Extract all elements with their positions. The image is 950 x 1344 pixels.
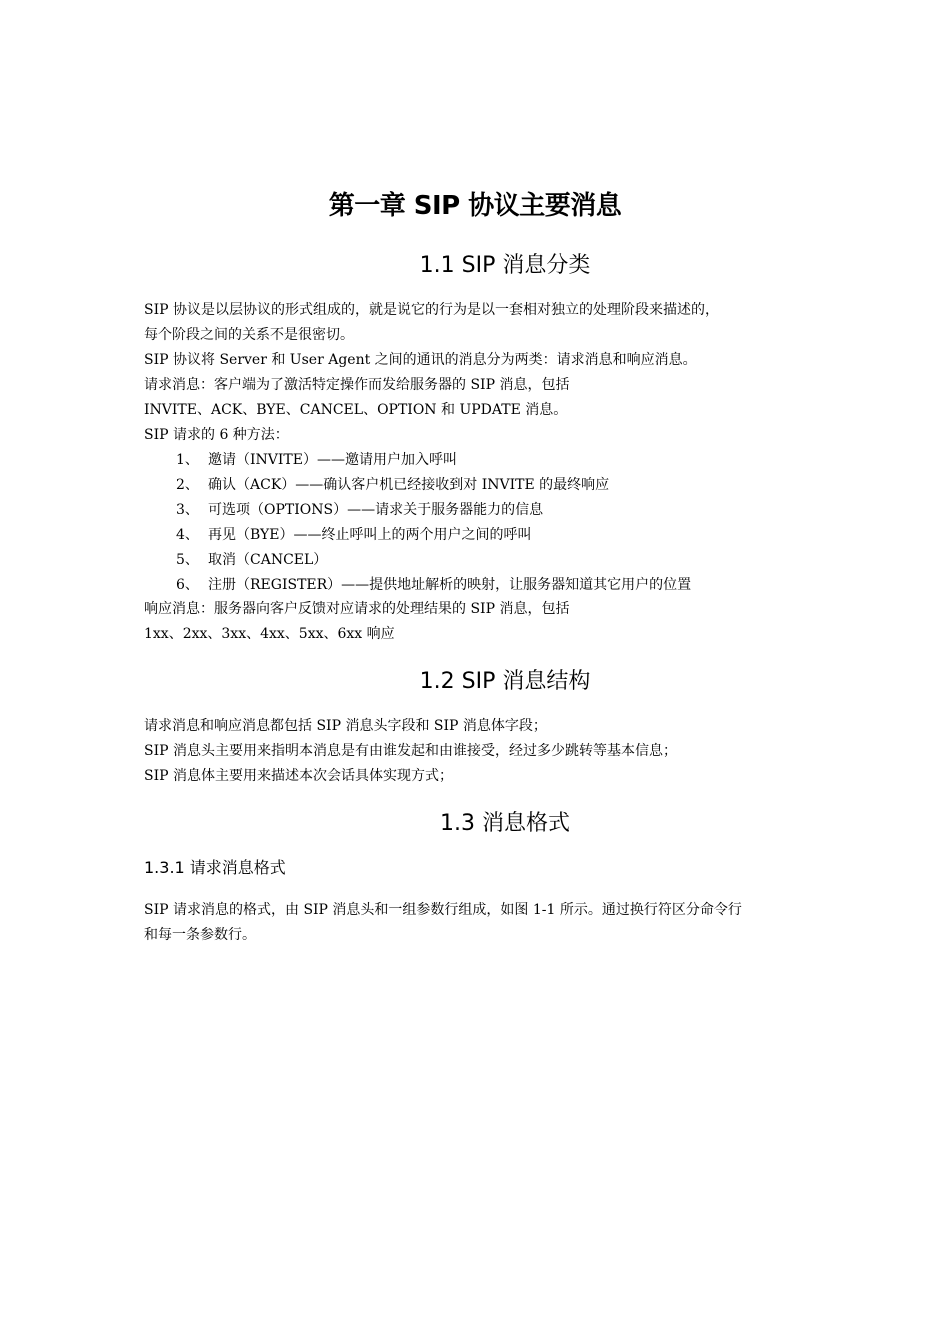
paragraph-line: 1xx、2xx、3xx、4xx、5xx、6xx 响应 bbox=[144, 626, 395, 642]
list-item-text: 取消（CANCEL） bbox=[208, 552, 328, 568]
paragraph-line: SIP 消息体主要用来描述本次会话具体实现方式； bbox=[144, 768, 453, 784]
list-item-number: 2、 bbox=[176, 477, 199, 493]
subsection-heading-1-3-1: 1.3.1 请求消息格式 bbox=[144, 858, 286, 877]
list-item-number: 3、 bbox=[176, 502, 199, 518]
paragraph-line: SIP 协议是以层协议的形式组成的，就是说它的行为是以一套相对独立的处理阶段来描述的， bbox=[144, 302, 719, 318]
list-item bbox=[176, 498, 543, 523]
section-heading-1-3: 1.3 消息格式 bbox=[440, 811, 570, 836]
list-item bbox=[176, 523, 532, 548]
section-heading-1-1: 1.1 SIP 消息分类 bbox=[419, 253, 591, 278]
paragraph-line: SIP 协议将 Server 和 User Agent 之间的通讯的消息分为两类：请求消息和响应消息。 bbox=[144, 352, 697, 368]
list-item bbox=[176, 448, 457, 473]
list-item bbox=[176, 573, 691, 598]
list-item-text: 再见（BYE）——终止呼叫上的两个用户之间的呼叫 bbox=[208, 527, 532, 543]
list-item-number: 1、 bbox=[176, 452, 199, 468]
paragraph-line: 请求消息：客户端为了激活特定操作而发给服务器的 SIP 消息，包括 bbox=[144, 377, 570, 393]
list-item-text: 确认（ACK）——确认客户机已经接收到对 INVITE 的最终响应 bbox=[208, 477, 610, 493]
paragraph-line: 和每一条参数行。 bbox=[144, 927, 256, 943]
list-item-number: 5、 bbox=[176, 552, 199, 568]
list-item-text: 可选项（OPTIONS）——请求关于服务器能力的信息 bbox=[208, 502, 544, 518]
section-heading-1-2: 1.2 SIP 消息结构 bbox=[419, 669, 591, 694]
list-item bbox=[176, 548, 327, 573]
list-item-number: 4、 bbox=[176, 527, 199, 543]
list-item bbox=[176, 473, 609, 498]
paragraph-line: 响应消息：服务器向客户反馈对应请求的处理结果的 SIP 消息，包括 bbox=[144, 601, 570, 617]
paragraph-line: 请求消息和响应消息都包括 SIP 消息头字段和 SIP 消息体字段； bbox=[144, 718, 547, 734]
list-item-text: 注册（REGISTER）——提供地址解析的映射，让服务器知道其它用户的位置 bbox=[208, 577, 692, 593]
chapter-title: 第一章 SIP 协议主要消息 bbox=[328, 191, 622, 221]
paragraph-line: 每个阶段之间的关系不是很密切。 bbox=[144, 327, 354, 343]
paragraph-line: SIP 请求消息的格式，由 SIP 消息头和一组参数行组成，如图 1-1 所示。通过换行符区分命令行 bbox=[144, 902, 742, 918]
list-item-text: 邀请（INVITE）——邀请用户加入呼叫 bbox=[208, 452, 457, 468]
paragraph-line: INVITE、ACK、BYE、CANCEL、OPTION 和 UPDATE 消息。 bbox=[144, 402, 568, 418]
paragraph-line: SIP 消息头主要用来指明本消息是有由谁发起和由谁接受，经过多少跳转等基本信息； bbox=[144, 743, 677, 759]
methods-intro: SIP 请求的 6 种方法： bbox=[144, 427, 289, 443]
list-item-number: 6、 bbox=[176, 577, 199, 593]
